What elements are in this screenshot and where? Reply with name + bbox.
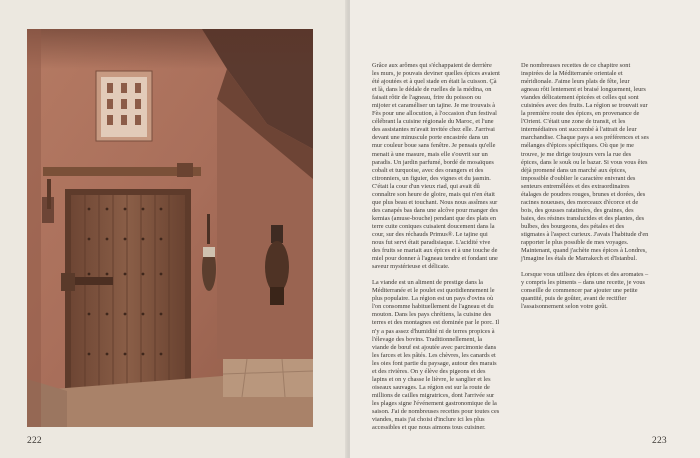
page-number-right: 223	[652, 436, 667, 446]
paragraph: Lorsque vous utilisez des épices et des aromates – y compris les piments – dans une recette, je vous conseille de commencer par ajouter une petite quantité, puis de goûter, avant de rectifier l'assaisonnement selon votre goût.	[521, 271, 649, 311]
paragraph: La viande est un aliment de prestige dans la Méditerranée et le poulet est quotidiennement le plus populaire. La région est un pays d'ovins où l'on consomme habituellement de l'agneau et du mouton. Dans les pays chrétiens, la cuisine des terres et des montagnes est dominée par le porc. Il n'y a pas assez d'humidité ni de terres propices à l'élevage des bovins. Traditionnellement, la viande de bœuf est ajoutée avec parcimonie dans les farces et les pâtés. Les chèvres, les canards et les oies font partie du paysage, autour des marais et des rivières. On y élève des pigeons et des lapins et on y chasse le lièvre, le sanglier et les oiseaux sauvages. La région est sur la route de millions de cailles migratrices, dont l'arrivée sur les plages signe l'événement gastronomique de la saison. J'ai de nombreuses recettes pour toutes ces viandes, mais j'ai choisi d'inclure ici les plus accessibles et que nous aimons tous cuisiner.	[372, 279, 500, 432]
text-column-right	[521, 62, 649, 311]
left-page	[0, 0, 348, 458]
door-photo-illustration	[27, 29, 313, 427]
paragraph: De nombreuses recettes de ce chapitre sont inspirées de la Méditerranée orientale et méridionale. J'aime leurs plats de fête, leur agneau rôti lentement et braisé longuement, leurs viandes délicatement épicées et celles qui sont cuisinées avec des fruits. La région se trouvait sur la première route des épices, en provenance de l'Orient. C'était une zone de transit, et les intermédiaires ont succombé à l'attrait de leur marchandise. Chaque pays a ses préférences et ses mélanges d'épices spécifiques. Où que je me trouve, je me dirige toujours vers la rue des épices, dans le souk ou le bazar. Si vous vous êtes déjà promené dans un marché aux épices, impossible d'oublier le caractère enivrant des senteurs entremêlées et des extraordinaires étalages de poudres rouges, brunes et dorées, des racines noueuses, des morceaux d'écorce et de bois, des gousses ratatinées, des graines, des baies, des résines translucides et des plantes, des bulbes, des bourgeons, des pétales et des stigmates à l'aspect curieux. J'avais l'habitude d'en rapporter le plus possible de mes voyages. Maintenant, quand j'achète mes épices à Londres, j'imagine les étals de Marrakech et d'Istanbul.	[521, 62, 649, 263]
paragraph: Grâce aux arômes qui s'échappaient de derrière les murs, je pouvais deviner quelles épices avaient été ajoutées et à quel stade en était la cuisson. Çà et là, dans le dédale de ruelles de la médina, on faisait rôtir de l'agneau, frire du poisson ou mijoter et caraméliser un tajine. Je me trouvais à Fès pour une allocution, à l'occasion d'un festival célébrant la cuisine régionale du Maroc, et l'une des assistantes m'avait invitée chez elle. J'arrivai devant une minuscule porte encastrée dans un mur couleur boue sans fenêtre. Je pensais qu'elle menait à une masure, mais elle s'ouvrit sur un paradis. Un jardin parfumé, bordé de mosaïques cobalt et turquoise, avec des orangers et des citronniers, un figuier, des vignes et du jasmin. C'était la cour d'un vieux riad, qui avait dû connaître son heure de gloire, mais qui n'en était que plus beau et touchant. Nous nous assîmes sur des canapés bas dans une alcôve pour manger des kemias (amuse-bouche) pendant que des plats en terre cuite coniques cuisaient doucement dans la cour, sur des réchauds Primus®. Le tajine qui nous fut servi était paradisiaque. L'acidité vive des fruits se mariait aux épices et à une touche de miel pour donner à l'agneau tendre et fondant une saveur mystérieuse et délicate.	[372, 62, 500, 271]
text-column-left	[372, 62, 500, 432]
page-number-left: 222	[27, 436, 42, 446]
door-photo	[27, 29, 313, 427]
